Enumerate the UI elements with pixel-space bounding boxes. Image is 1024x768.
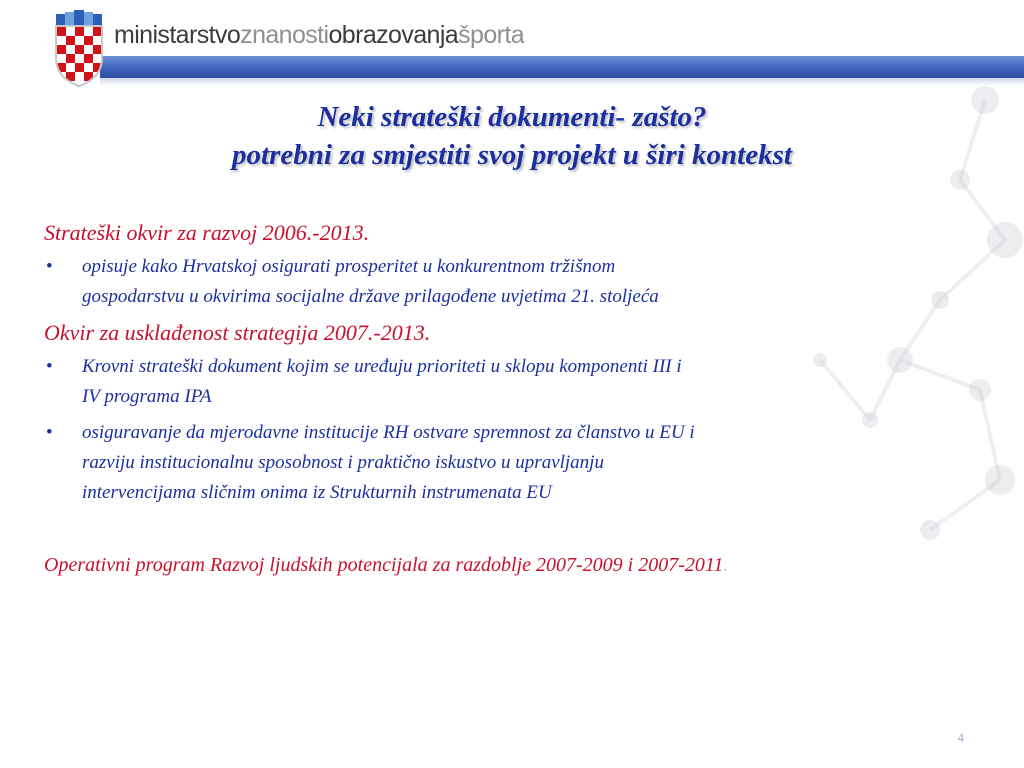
bullet-item	[44, 352, 984, 412]
logo-part-obrazovanja: obrazovanja	[328, 21, 459, 49]
header-band	[100, 56, 1024, 78]
logo-part-znanosti: znanosti	[240, 21, 329, 49]
logo-part-ministarstvo: ministarstvo	[114, 21, 241, 49]
bullet-item	[44, 418, 984, 508]
bullet-line: IV programa IPA	[82, 386, 212, 407]
section-heading: Strateški okvir za razvoj 2006.-2013.	[44, 220, 370, 245]
bullet-line: osiguravanje da mjerodavne institucije RH ostvare spremnost za članstvo u EU i	[82, 422, 695, 443]
bullet-line: opisuje kako Hrvatskoj osigurati prosperitet u konkurentnom tržišnom	[82, 256, 616, 277]
bullet-glyph: •	[46, 256, 53, 277]
operational-programme-heading	[44, 550, 984, 580]
logo-part-sporta: športa	[458, 21, 524, 49]
operational-programme-text: Operativni program Razvoj ljudskih potencijala za razdoblje 2007-2009 i 2007-2011	[44, 554, 724, 576]
header-band-shadow	[100, 78, 1024, 86]
bullet-glyph: •	[46, 422, 53, 443]
title-line-2: potrebni za smjestiti svoj projekt u širi kontekst	[232, 139, 792, 171]
operational-programme-point: .	[723, 554, 729, 576]
title-line-1: Neki strateški dokumenti- zašto?	[317, 101, 707, 133]
slide-content	[44, 218, 984, 580]
croatian-coat-of-arms-icon	[50, 8, 108, 88]
bullet-line: Krovni strateški dokument kojim se uređuju prioriteti u sklopu komponenti III i	[82, 356, 682, 377]
slide-title	[0, 98, 1024, 174]
section-heading: Okvir za usklađenost strategija 2007.-2013.	[44, 320, 431, 345]
bullet-item	[44, 252, 984, 312]
page-number: 4	[957, 730, 964, 745]
bullet-line: razviju institucionalnu sposobnost i praktično iskustvo u upravljanju	[82, 452, 604, 473]
ministry-logo-text	[114, 18, 524, 52]
bullet-glyph: •	[46, 356, 53, 377]
bullet-line: intervencijama sličnim onima iz Strukturnih instrumenata EU	[82, 482, 552, 503]
bullet-line: gospodarstvu u okvirima socijalne države prilagođene uvjetima 21. stoljeća	[82, 286, 659, 307]
